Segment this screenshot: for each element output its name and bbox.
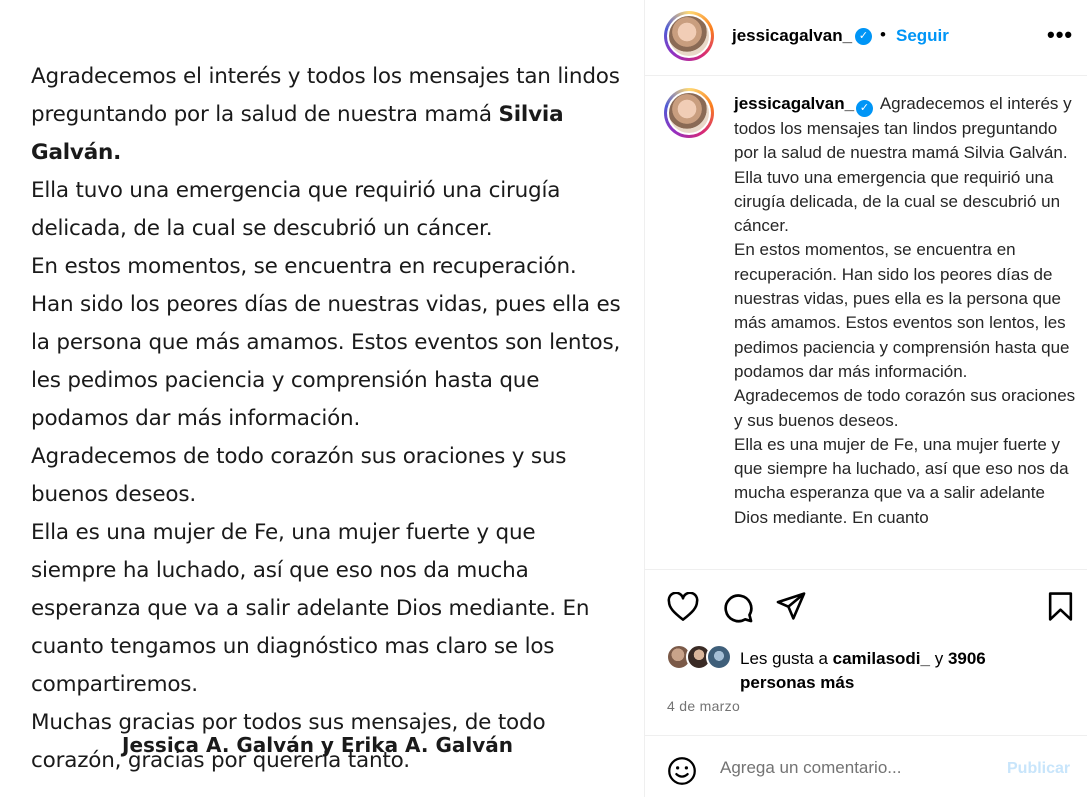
image-paragraph-3: En estos momentos, se encuentra en recuperación. Han sido los peores días de nuestras vidas, pues ella es la persona que más amamos. Estos eventos son lentos, les pedimos paciencia y comprensión hasta que podamos dar más información. xyxy=(31,254,621,431)
bookmark-icon[interactable] xyxy=(1047,591,1074,622)
likes-count[interactable]: 3906 xyxy=(947,649,986,668)
caption-text xyxy=(734,92,1080,530)
caption-avatar[interactable] xyxy=(664,88,714,138)
caption-line-1: Agradecemos el interés y todos los mensajes tan lindos preguntando por la salud de nuestra mamá Silvia Galván. xyxy=(734,94,1072,163)
heart-icon[interactable] xyxy=(667,592,699,622)
caption-area[interactable] xyxy=(645,77,1087,569)
action-bar xyxy=(645,569,1087,729)
likes-suffix[interactable]: personas más xyxy=(740,673,855,692)
image-bold-name: Silvia Galván. xyxy=(31,102,564,165)
caption-line-3: En estos momentos, se encuentra en recuperación. Han sido los peores días de nuestras vidas, pues ella es la persona que más amamos. Estos eventos son lentos, les pedimos paciencia y comprensión hasta que podamos dar más información. xyxy=(734,240,1070,381)
caption-username[interactable]: jessicagalvan_ xyxy=(734,94,855,113)
liker-username[interactable]: camilasodi_ xyxy=(832,649,930,668)
post-sidebar xyxy=(645,0,1087,797)
post-image-text xyxy=(31,58,621,780)
publish-button[interactable]: Publicar xyxy=(1007,760,1071,777)
caption-line-5: Ella es una mujer de Fe, una mujer fuerte y que siempre ha luchado, así que eso nos da mucha esperanza que va a salir adelante Dios mediante. En cuanto xyxy=(734,434,1069,527)
more-options-icon[interactable]: ••• xyxy=(1047,22,1074,47)
image-paragraph-4: Agradecemos de todo corazón sus oraciones y sus buenos deseos. xyxy=(31,444,567,507)
likes-text xyxy=(740,647,1080,695)
caption-line-2: Ella tuvo una emergencia que requirió una cirugía delicada, de la cual se descubrió un cáncer. xyxy=(734,167,1061,236)
comment-input[interactable] xyxy=(720,753,990,783)
image-paragraph-5: Ella es una mujer de Fe, una mujer fuerte y que siempre ha luchado, así que eso nos da mucha esperanza que va a salir adelante Dios mediante. En cuanto tengamos un diagnóstico mas claro se los compartiremos. xyxy=(31,520,590,697)
image-paragraph-6: Muchas gracias por todos sus mensajes, de todo corazón, gracias por quererla tanto. xyxy=(31,710,546,773)
likes-prefix: Les gusta a xyxy=(740,649,828,668)
liker-avatar[interactable] xyxy=(706,644,732,670)
post-date[interactable]: 4 de marzo xyxy=(667,698,741,714)
image-paragraph-2: Ella tuvo una emergencia que requirió una cirugía delicada, de la cual se descubrió un cáncer. xyxy=(31,178,561,241)
avatar[interactable] xyxy=(664,11,714,61)
paper-plane-icon[interactable] xyxy=(775,591,807,621)
verified-badge-icon: ✓ xyxy=(855,28,872,45)
comment-bar xyxy=(645,735,1087,797)
image-signature: Jessica A. Galván y Erika A. Galván xyxy=(122,733,513,757)
header-username[interactable]: jessicagalvan_ xyxy=(732,26,853,45)
likes-connector: y xyxy=(934,649,944,668)
image-paragraph-1: Agradecemos el interés y todos los mensajes tan lindos preguntando por la salud de nuestra mamá Silvia Galván. xyxy=(31,64,620,165)
verified-badge-icon: ✓ xyxy=(856,100,873,117)
comment-icon[interactable] xyxy=(722,592,754,624)
emoji-icon[interactable] xyxy=(667,756,697,786)
avatar-photo xyxy=(667,91,711,135)
avatar-photo xyxy=(667,14,711,58)
separator-dot: • xyxy=(880,25,886,44)
caption-line-4: Agradecemos de todo corazón sus oraciones y sus buenos deseos. xyxy=(734,386,1076,430)
follow-button[interactable]: Seguir xyxy=(896,26,949,45)
post-header xyxy=(645,0,1087,76)
